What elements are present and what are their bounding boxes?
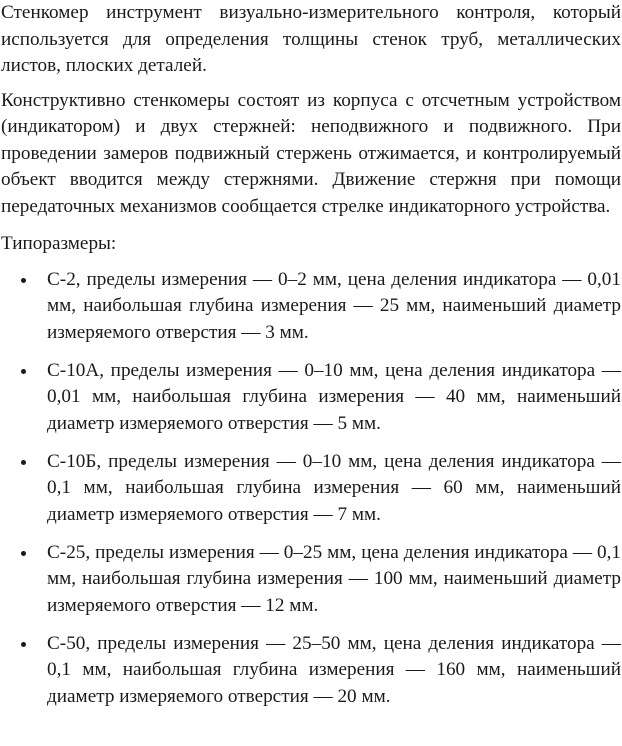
sizes-list [1,267,621,711]
list-item-text: С-10А, пределы измерения — 0–10 мм, цена деления индикатора — 0,01 мм, наибольшая глубина измерения — 40 мм, наименьший диаметр измеряемого отверстия — 5 мм. [47,359,621,434]
bullet-icon [21,460,26,465]
bullet-icon [21,551,26,556]
intro-paragraph: Стенкомер инструмент визуально-измерительного контроля, который используется для определения толщины стенок труб, металлических листов, плоских деталей. [1,2,621,76]
list-item [1,449,621,529]
list-item-text: С-10Б, пределы измерения — 0–10 мм, цена деления индикатора — 0,1 мм, наибольшая глубина измерения — 60 мм, наименьший диаметр измеряемого отверстия — 7 мм. [47,450,621,525]
list-item [1,267,621,347]
construction-paragraph: Конструктивно стенкомеры состоят из корпуса с отсчетным устройством (индикатором) и двух стержней: неподвижного и подвижного. При проведении замеров подвижный стержень отжимается, и контролируемый объект вводится между стержнями. Движение стержня при помощи передаточных механизмов сообщается стрелке индикаторного устройства. [1,89,621,217]
bullet-icon [21,369,26,374]
list-item [1,631,621,711]
list-item-text: С-2, пределы измерения — 0–2 мм, цена деления индикатора — 0,01 мм, наибольшая глубина измерения — 25 мм, наименьший диаметр измеряемого отверстия — 3 мм. [47,268,621,343]
bullet-icon [21,642,26,647]
list-item-text: С-50, пределы измерения — 25–50 мм, цена деления индикатора — 0,1 мм, наибольшая глубина измерения — 160 мм, наименьший диаметр измеряемого отверстия — 20 мм. [47,632,621,707]
sizes-heading: Типоразмеры: [1,233,117,254]
bullet-icon [21,278,26,283]
list-item [1,540,621,620]
list-item [1,358,621,438]
list-item-text: С-25, пределы измерения — 0–25 мм, цена деления индикатора — 0,1 мм, наибольшая глубина измерения — 100 мм, наименьший диаметр измеряемого отверстия — 12 мм. [47,541,621,616]
